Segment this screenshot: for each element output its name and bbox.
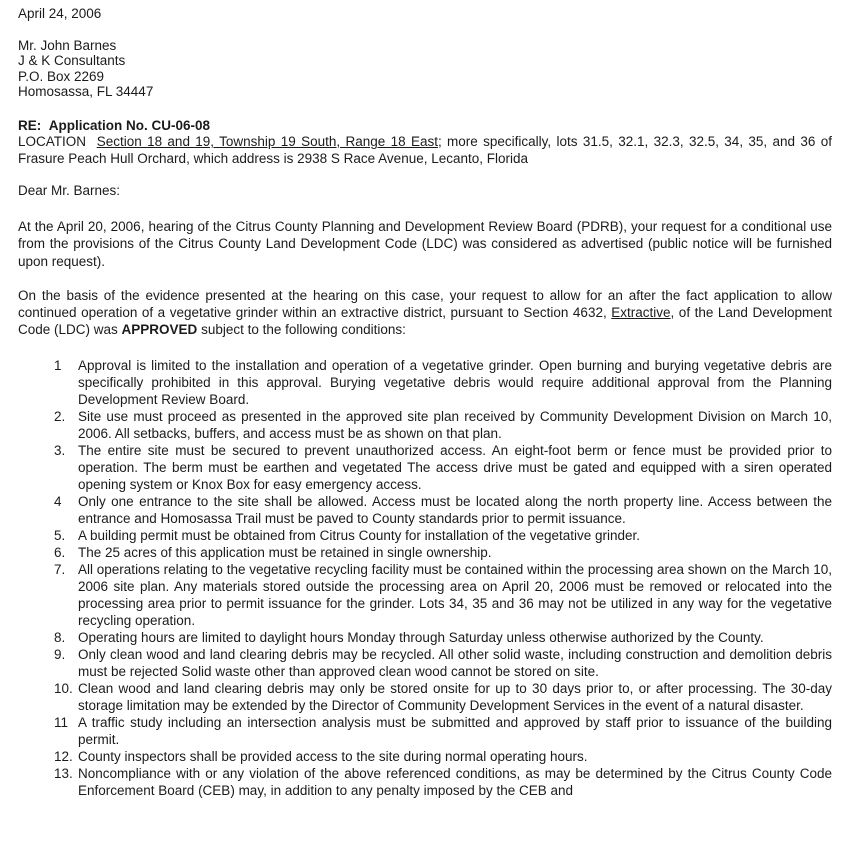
recipient-name: Mr. John Barnes <box>18 38 117 53</box>
salutation: Dear Mr. Barnes: <box>18 183 121 199</box>
re-line <box>18 118 832 134</box>
condition-item <box>54 493 832 527</box>
condition-number: 8. <box>54 630 66 646</box>
condition-number: 6. <box>54 545 66 561</box>
condition-item <box>54 527 832 544</box>
recipient-po-box: P.O. Box 2269 <box>18 68 105 84</box>
condition-text: The 25 acres of this application must be retained in single ownership. <box>78 545 492 561</box>
condition-item <box>54 442 832 493</box>
recipient-city-state-zip: Homosassa, FL 34447 <box>18 83 154 99</box>
paragraph-approval-mid: , of the Land Development Code (LDC) was <box>18 305 832 338</box>
condition-item <box>54 680 832 714</box>
location-legal-description: Section 18 and 19, Township 19 South, Range 18 East <box>96 134 438 150</box>
condition-number: 11 <box>54 715 69 731</box>
condition-number: 12. <box>54 749 73 765</box>
recipient-address-block <box>18 38 832 99</box>
location-label: LOCATION <box>18 134 87 150</box>
condition-item <box>54 544 832 561</box>
condition-text: Clean wood and land clearing debris may only be stored onsite for up to 30 days prior to, or after processing. The 30-day storage limitation may be extended by the Director of Community Development Services in the event of a natural disaster. <box>78 681 832 714</box>
approved-emphasis: APPROVED <box>121 322 198 338</box>
condition-number: 1 <box>54 358 62 374</box>
condition-text: Approval is limited to the installation and operation of a vegetative grinder. Open burning and burying vegetative debris are specifically prohibited in this approval. Burying vegetative debris would require additional approval from the Planning Development Review Board. <box>78 358 832 408</box>
paragraph-approval <box>18 287 832 339</box>
paragraph-hearing: At the April 20, 2006, hearing of the Citrus County Planning and Development Review Board (PDRB), your request for a conditional use from the provisions of the Citrus County Land Development Code (LDC) was considered as advertised (public notice will be furnished upon request). <box>18 219 832 269</box>
condition-item <box>54 646 832 680</box>
conditions-list <box>54 357 832 799</box>
condition-item <box>54 765 832 799</box>
condition-text: A traffic study including an intersection analysis must be submitted and approved by staff prior to issuance of the building permit. <box>78 715 832 748</box>
location-detail: ; more specifically, lots 31.5, 32.1, 32.3, 32.5, 34, 35, and 36 of Frasure Peach Hull Orchard, which address is 2938 S Race Avenue, Lecanto, Florida <box>18 134 832 166</box>
condition-text: Site use must proceed as presented in the approved site plan received by Community Development Division on March 10, 2006. All setbacks, buffers, and access must be as shown on that plan. <box>78 409 832 442</box>
condition-number: 9. <box>54 647 66 663</box>
condition-number: 10. <box>54 681 73 697</box>
condition-item <box>54 748 832 765</box>
condition-text: All operations relating to the vegetative recycling facility must be contained within the processing area shown on the March 10, 2006 site plan. Any materials stored outside the processing area on April 20, 2006 must be removed or relocated into the processing area prior to permit issuance for the grinder. Lots 34, 35 and 36 may not be utilized in any way for the vegetative recycling operation. <box>78 562 832 629</box>
condition-number: 13. <box>54 766 73 782</box>
condition-text: The entire site must be secured to prevent unauthorized access. An eight-foot berm or fence must be provided prior to operation. The berm must be earthen and vegetated The access drive must be gated and equipped with a siren operated opening system or Knox Box for easy emergency access. <box>78 443 832 493</box>
condition-text: Only one entrance to the site shall be allowed. Access must be located along the north property line. Access between the entrance and Homosassa Trail must be paved to County standards prior to permit issuance. <box>78 494 832 527</box>
condition-item <box>54 561 832 629</box>
condition-text: Operating hours are limited to daylight hours Monday through Saturday unless otherwise authorized by the County. <box>78 630 764 646</box>
re-value: Application No. CU-06-08 <box>48 118 211 134</box>
condition-text: Only clean wood and land clearing debris may be recycled. All other solid waste, including construction and demolition debris must be rejected Solid waste other than approved clean wood cannot be stored on site. <box>78 647 832 680</box>
paragraph-approval-lead: On the basis of the evidence presented at the hearing on this case, your request to allow for an after the fact application to allow continued operation of a vegetative grinder within an extractive district, pursuant to Section 4632, <box>18 287 832 320</box>
condition-item <box>54 408 832 442</box>
condition-number: 5. <box>54 528 66 544</box>
condition-number: 4 <box>54 494 62 510</box>
re-label: RE: <box>18 118 42 134</box>
condition-number: 3. <box>54 443 66 459</box>
condition-number: 2. <box>54 409 66 425</box>
condition-item <box>54 629 832 646</box>
condition-number: 7. <box>54 562 66 578</box>
location-line <box>18 134 832 167</box>
recipient-company: J & K Consultants <box>18 53 126 69</box>
condition-text: County inspectors shall be provided access to the site during normal operating hours. <box>78 749 588 765</box>
paragraph-approval-tail: subject to the following conditions: <box>197 322 406 338</box>
extractive-underlined-term: Extractive <box>611 305 671 320</box>
condition-text: Noncompliance with or any violation of the above referenced conditions, as may be determined by the Citrus County Code Enforcement Board (CEB) may, in addition to any penalty imposed by the CEB and <box>78 766 832 799</box>
letter-date: April 24, 2006 <box>18 6 102 21</box>
condition-item <box>54 714 832 748</box>
condition-text: A building permit must be obtained from Citrus County for installation of the vegetative grinder. <box>78 528 641 544</box>
condition-item <box>54 357 832 408</box>
